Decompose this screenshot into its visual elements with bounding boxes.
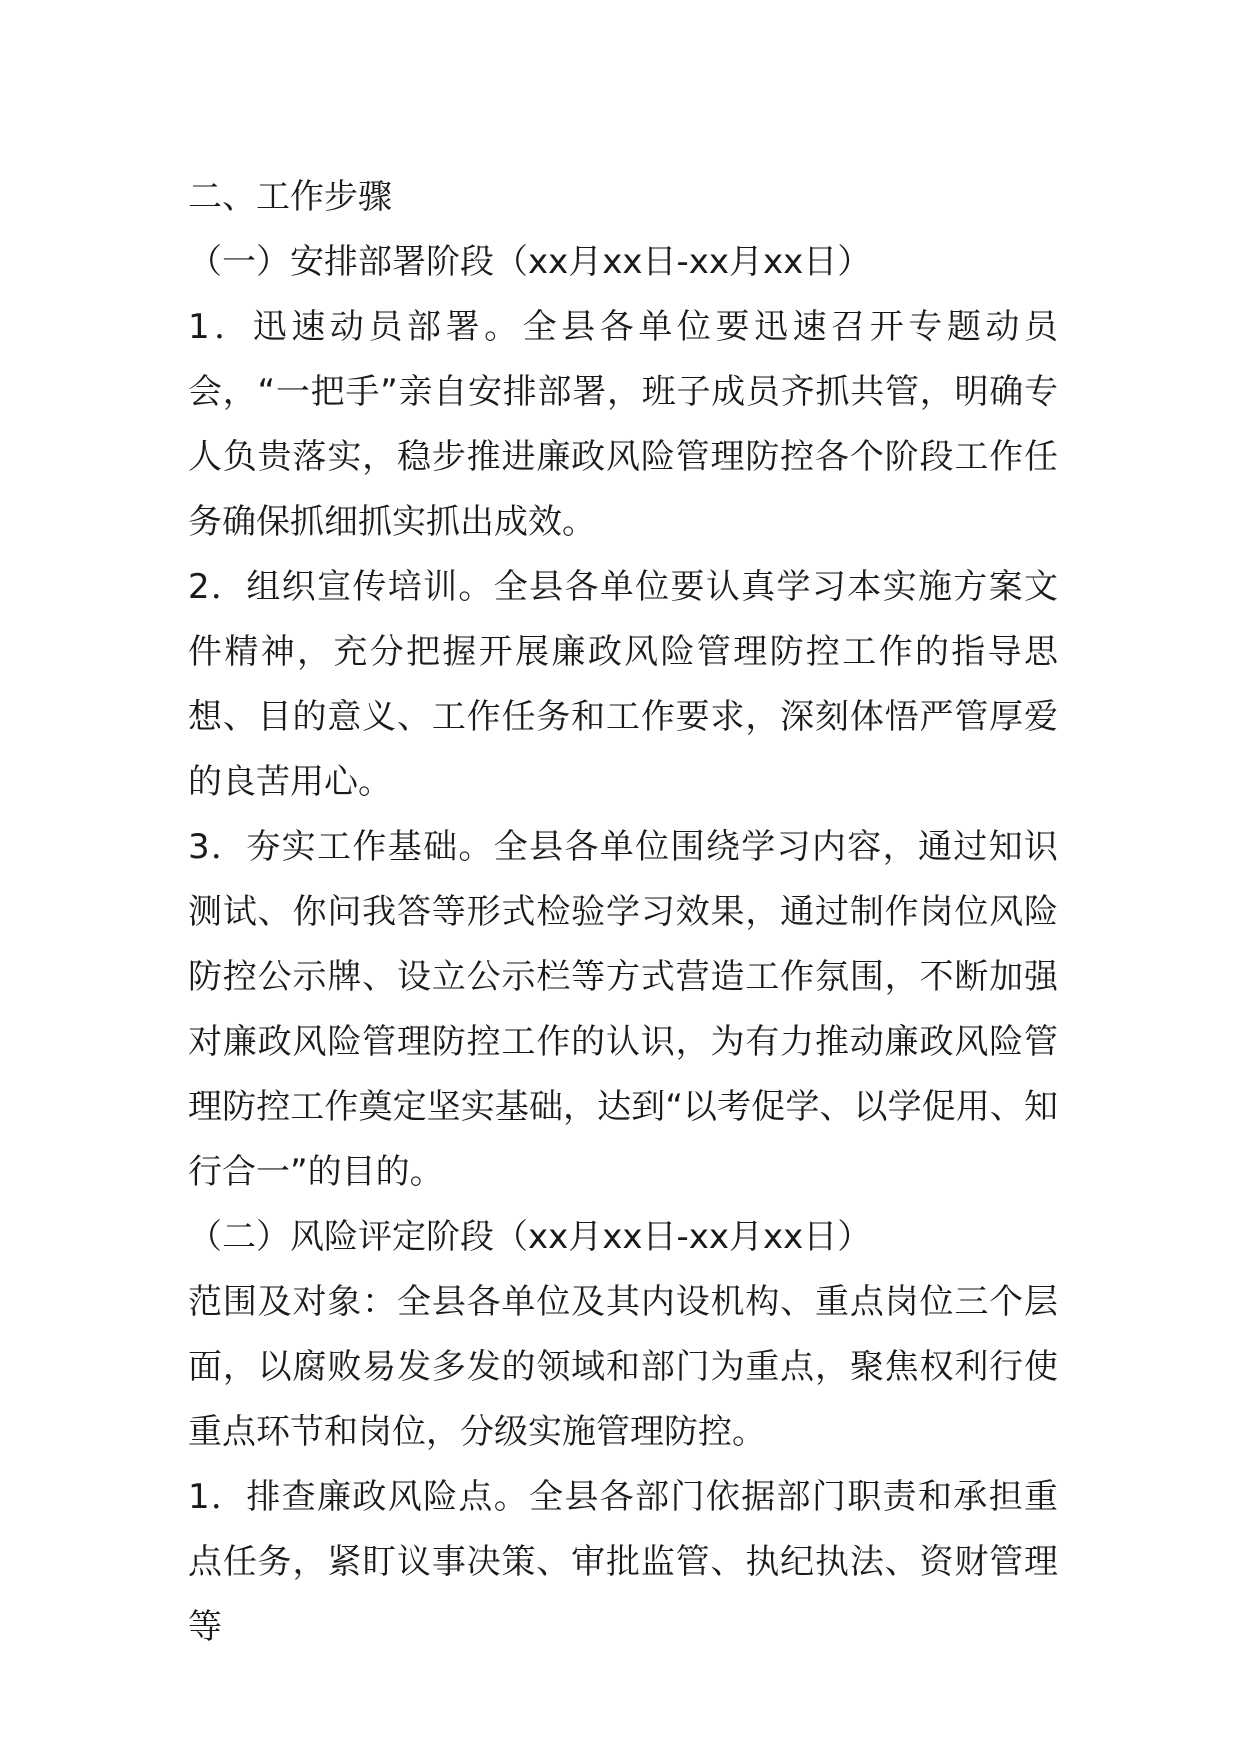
paragraph-foundation: 3．夯实工作基础。全县各单位围绕学习内容，通过知识测试、你问我答等形式检验学习效果，通过制作岗位风险防控公示牌、设立公示栏等方式营造工作氛围，不断加强对廉政风险管理防控工作的认识，为有力推动廉政风险管理防控工作奠定坚实基础，达到“以考促学、以学促用、知行合一”的目的。 bbox=[188, 827, 1058, 1192]
subsection-heading-deployment-stage: （一）安排部署阶段（xx月xx日-xx月xx日） bbox=[188, 242, 872, 282]
paragraph-risk-point-screening: 1．排查廉政风险点。全县各部门依据部门职责和承担重点任务，紧盯议事决策、审批监管、执纪执法、资财管理等 bbox=[188, 1477, 1058, 1647]
paragraph-scope: 范围及对象：全县各单位及其内设机构、重点岗位三个层面，以腐败易发多发的领域和部门为重点，聚焦权利行使重点环节和岗位，分级实施管理防控。 bbox=[188, 1282, 1058, 1452]
paragraph-training: 2．组织宣传培训。全县各单位要认真学习本实施方案文件精神，充分把握开展廉政风险管理防控工作的指导思想、目的意义、工作任务和工作要求，深刻体悟严管厚爱的良苦用心。 bbox=[188, 567, 1058, 802]
section-heading-work-steps: 二、工作步骤 bbox=[188, 177, 392, 217]
paragraph-mobilization: 1．迅速动员部署。全县各单位要迅速召开专题动员会，“一把手”亲自安排部署，班子成员齐抓共管，明确专人负贵落实，稳步推进廉政风险管理防控各个阶段工作任务确保抓细抓实抓出成效。 bbox=[188, 307, 1058, 542]
document-body bbox=[188, 165, 1058, 1660]
subsection-heading-risk-assessment-stage: （二）风险评定阶段（xx月xx日-xx月xx日） bbox=[188, 1217, 872, 1257]
